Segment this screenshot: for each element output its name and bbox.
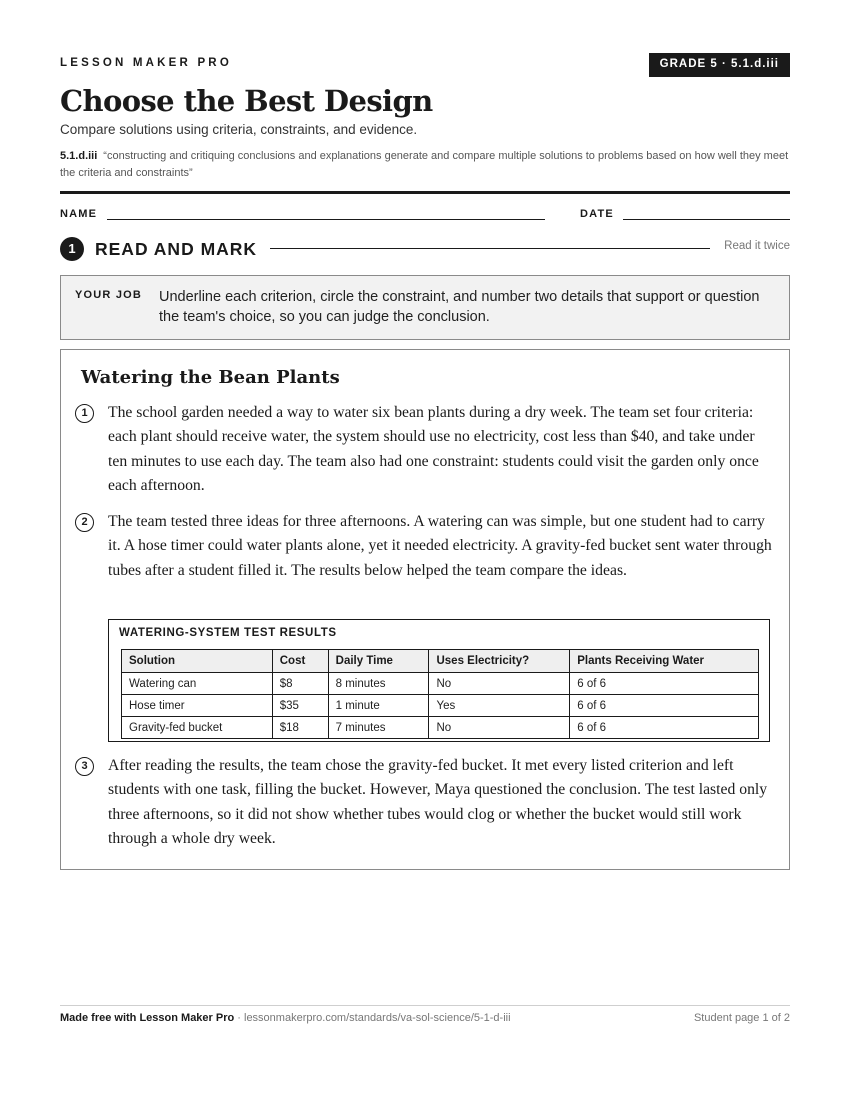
paragraph-text: After reading the results, the team chose the gravity-fed bucket. It met every listed criterion and left students with one task, filling the bucket. However, Maya questioned the conclusion. The test lasted only three afternoons, so it did not show whether tubes would clog or whether the bucket would still work through a whole dry week. — [108, 757, 768, 848]
section-note: Read it twice — [724, 240, 790, 252]
paragraph-number: 1 — [75, 404, 94, 423]
standard-statement — [60, 148, 790, 182]
section-title: READ AND MARK — [95, 239, 258, 259]
table-caption: WATERING-SYSTEM TEST RESULTS — [119, 627, 337, 639]
name-label: NAME — [60, 208, 98, 220]
paragraph-number: 2 — [75, 513, 94, 532]
page-subtitle: Compare solutions using criteria, constraints, and evidence. — [60, 122, 418, 137]
table-cell: No — [429, 673, 570, 695]
instructions-label: YOUR JOB — [75, 289, 143, 301]
paragraph-text: The school garden needed a way to water six bean plants during a dry week. The team set four criteria: each plant should receive water, the system should use no electricity, cost less than $40, and take under ten minutes to use each day. The team also had one constraint: students could visit the garden only once each afternoon. — [108, 404, 759, 495]
table-header-row — [122, 650, 759, 673]
section-divider — [270, 248, 710, 249]
footer-divider — [60, 1005, 790, 1006]
page-title: Choose the Best Design — [60, 84, 433, 118]
section-number-badge: 1 — [60, 237, 84, 261]
paragraph-number: 3 — [75, 757, 94, 776]
results-table-panel — [108, 619, 770, 742]
table-cell: Gravity-fed bucket — [122, 717, 273, 739]
table-cell: 6 of 6 — [570, 717, 759, 739]
table-cell: $8 — [272, 673, 328, 695]
footer-credit — [60, 1012, 511, 1024]
footer-url[interactable]: lessonmakerpro.com/standards/va-sol-science/5-1-d-iii — [244, 1012, 511, 1024]
name-field[interactable] — [107, 219, 545, 220]
results-table — [121, 649, 759, 739]
brand-name: LESSON MAKER PRO — [60, 57, 232, 69]
column-header: Cost — [272, 650, 328, 673]
paragraph-text: The team tested three ideas for three afternoons. A watering can was simple, but one student had to carry it. A hose timer could water plants alone, yet it needed electricity. A gravity-fed bucket sent water through tubes after a student filled it. The results below helped the team compare the ideas. — [108, 513, 772, 579]
standard-code: 5.1.d.iii — [60, 150, 98, 162]
instructions-text: Underline each criterion, circle the constraint, and number two details that support or question the team's choice, so you can judge the conclusion. — [159, 289, 760, 325]
table-cell: 6 of 6 — [570, 695, 759, 717]
footer-made-with: Made free with Lesson Maker Pro — [60, 1012, 235, 1024]
table-cell: $35 — [272, 695, 328, 717]
column-header: Daily Time — [328, 650, 429, 673]
table-cell: 7 minutes — [328, 717, 429, 739]
table-cell: 1 minute — [328, 695, 429, 717]
table-cell: 8 minutes — [328, 673, 429, 695]
standard-text: “constructing and critiquing conclusions and explanations generate and compare multiple solutions to problems based on how well they meet the criteria and constraints” — [60, 150, 789, 179]
column-header: Uses Electricity? — [429, 650, 570, 673]
table-cell: Yes — [429, 695, 570, 717]
passage-title: Watering the Bean Plants — [81, 367, 340, 388]
footer-page-label: Student page 1 of 2 — [693, 1012, 790, 1024]
column-header: Plants Receiving Water — [570, 650, 759, 673]
reading-passage — [60, 349, 790, 870]
table-row — [122, 717, 759, 739]
column-header: Solution — [122, 650, 273, 673]
instructions-box — [60, 275, 790, 340]
table-cell: $18 — [272, 717, 328, 739]
table-row — [122, 695, 759, 717]
table-row — [122, 673, 759, 695]
table-cell: 6 of 6 — [570, 673, 759, 695]
date-field[interactable] — [623, 219, 790, 220]
footer-separator: · — [234, 1012, 244, 1024]
date-label: DATE — [580, 208, 614, 220]
grade-badge: GRADE 5 · 5.1.d.iii — [649, 53, 790, 77]
table-cell: Watering can — [122, 673, 273, 695]
table-cell: No — [429, 717, 570, 739]
header-divider — [60, 191, 790, 194]
table-cell: Hose timer — [122, 695, 273, 717]
